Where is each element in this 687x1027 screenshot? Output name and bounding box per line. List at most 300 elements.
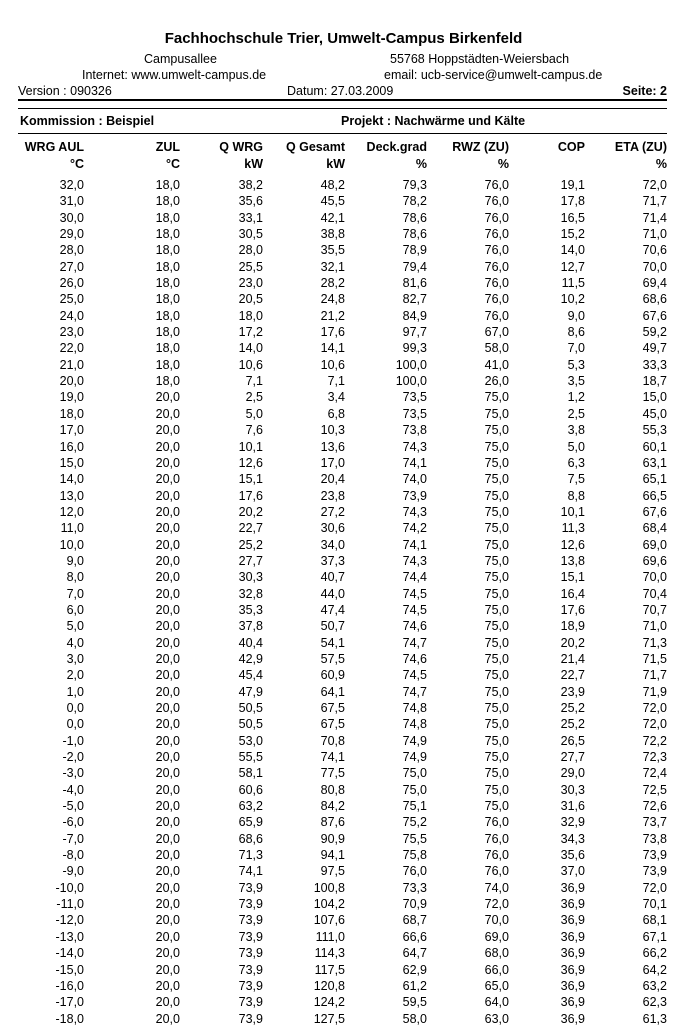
table-row (18, 275, 667, 291)
table-row (18, 847, 667, 863)
table-cell: 67,6 (642, 504, 667, 519)
table-cell: 87,6 (320, 815, 345, 830)
table-cell: 20,2 (238, 504, 263, 519)
table-cell: 72,0 (642, 701, 667, 715)
table-cell: 76,0 (484, 848, 509, 863)
table-cell: 60,6 (238, 782, 263, 797)
table-row (18, 863, 667, 879)
table-cell: -18,0 (55, 1011, 84, 1026)
table-row (18, 978, 667, 994)
table-cell: 72,0 (642, 178, 667, 192)
street-address: Campusallee (144, 52, 217, 66)
table-cell: 20,0 (155, 635, 180, 650)
column-unit: kW (326, 157, 345, 171)
table-cell: 29,0 (59, 227, 84, 242)
table-cell: 14,0 (59, 472, 84, 487)
table-cell: 78,2 (402, 194, 427, 209)
table-cell: 60,1 (642, 439, 667, 454)
table-cell: 72,2 (642, 733, 667, 748)
table-cell: 41,0 (484, 357, 509, 372)
table-row (18, 242, 667, 258)
table-cell: 10,1 (560, 504, 585, 519)
column-header: WRG AUL (24, 140, 84, 154)
table-cell: 74,3 (402, 553, 427, 568)
table-cell: 73,3 (402, 880, 427, 895)
table-cell: 72,0 (484, 897, 509, 912)
table-cell: 21,2 (320, 308, 345, 323)
table-cell: 30,5 (238, 227, 263, 242)
table-cell: 73,9 (238, 962, 263, 977)
table-cell: 18,0 (155, 194, 180, 209)
table-cell: 20,0 (155, 897, 180, 912)
table-cell: 124,2 (313, 995, 345, 1010)
table-cell: 18,0 (155, 341, 180, 356)
table-row (18, 210, 667, 226)
table-cell: 69,0 (642, 537, 667, 552)
table-cell: 20,0 (155, 586, 180, 601)
table-row (18, 880, 667, 896)
table-cell: 75,0 (484, 423, 509, 438)
table-cell: 16,4 (560, 586, 585, 601)
table-cell: 24,0 (59, 308, 84, 323)
table-cell: 71,9 (642, 684, 667, 699)
table-row (18, 994, 667, 1010)
table-cell: 44,0 (320, 586, 345, 601)
table-cell: 71,7 (642, 194, 667, 209)
table-cell: 17,0 (59, 423, 84, 438)
table-cell: 63,2 (238, 799, 263, 814)
city-address: 55768 Hoppstädten-Weiersbach (390, 52, 570, 66)
table-cell: 74,1 (238, 864, 263, 879)
table-cell: 36,9 (560, 995, 585, 1010)
table-cell: 50,5 (238, 701, 263, 715)
table-cell: -2,0 (62, 750, 84, 765)
table-cell: 70,1 (642, 897, 667, 912)
table-cell: 65,9 (238, 815, 263, 830)
table-cell: 25,5 (238, 259, 263, 274)
table-cell: 42,9 (238, 651, 263, 666)
table-row (18, 782, 667, 798)
table-cell: 67,6 (642, 308, 667, 323)
table-cell: 74,4 (402, 570, 427, 585)
table-cell: 73,9 (238, 995, 263, 1010)
table-cell: 10,6 (320, 357, 345, 372)
table-row (18, 422, 667, 438)
table-cell: 57,5 (320, 651, 345, 666)
table-row (18, 896, 667, 912)
table-cell: 100,8 (313, 880, 345, 895)
table-cell: 75,0 (484, 439, 509, 454)
table-cell: 48,2 (320, 178, 345, 192)
table-cell: 3,4 (327, 390, 345, 405)
table-cell: -3,0 (62, 766, 84, 781)
table-cell: 59,5 (402, 995, 427, 1010)
meta-top-divider (18, 108, 667, 109)
table-cell: 75,0 (484, 586, 509, 601)
table-cell: 47,4 (320, 602, 345, 617)
table-cell: 72,6 (642, 799, 667, 814)
table-cell: 74,0 (402, 472, 427, 487)
table-row (18, 455, 667, 471)
table-row (18, 749, 667, 765)
table-cell: 74,0 (484, 880, 509, 895)
table-row (18, 1011, 667, 1027)
table-cell: 76,0 (484, 259, 509, 274)
table-cell: 17,2 (238, 325, 263, 340)
table-cell: 32,8 (238, 586, 263, 601)
table-cell: 16,0 (59, 439, 84, 454)
table-cell: 21,0 (59, 357, 84, 372)
table-cell: -5,0 (62, 799, 84, 814)
table-cell: 75,0 (484, 651, 509, 666)
table-row (18, 667, 667, 683)
project-label: Projekt : Nachwärme und Kälte (341, 114, 526, 128)
table-cell: 30,0 (59, 210, 84, 225)
table-cell: 8,8 (567, 488, 585, 503)
table-cell: -13,0 (55, 929, 84, 944)
table-cell: 28,0 (238, 243, 263, 258)
table-cell: 25,2 (560, 701, 585, 715)
table-cell: 34,3 (560, 831, 585, 846)
table-cell: -11,0 (56, 897, 84, 912)
column-header: Q Gesamt (285, 140, 345, 154)
table-cell: 73,9 (642, 848, 667, 863)
table-cell: 28,2 (320, 276, 345, 291)
table-cell: 76,0 (484, 292, 509, 307)
table-cell: 73,9 (238, 978, 263, 993)
table-cell: -7,0 (62, 831, 84, 846)
table-row (18, 798, 667, 814)
table-cell: 12,7 (560, 259, 585, 274)
table-cell: 70,0 (642, 570, 667, 585)
table-cell: 21,4 (560, 651, 585, 666)
table-cell: 66,0 (484, 962, 509, 977)
table-cell: 71,4 (642, 210, 667, 225)
table-cell: 20,0 (155, 701, 180, 715)
table-cell: 72,0 (642, 717, 667, 732)
table-cell: 18,0 (155, 259, 180, 274)
table-cell: 75,0 (484, 602, 509, 617)
table-cell: 75,8 (402, 848, 427, 863)
table-cell: 73,5 (402, 390, 427, 405)
website-text: Internet: www.umwelt-campus.de (82, 68, 267, 82)
table-cell: 68,6 (642, 292, 667, 307)
table-cell: 17,6 (320, 325, 345, 340)
table-cell: 62,9 (402, 962, 427, 977)
table-cell: 36,9 (560, 946, 585, 961)
table-cell: 76,0 (484, 178, 509, 192)
table-row (18, 618, 667, 634)
table-cell: 17,6 (560, 602, 585, 617)
table-cell: 111,0 (315, 929, 345, 944)
table-cell: 70,6 (642, 243, 667, 258)
table-cell: -12,0 (55, 913, 84, 928)
table-cell: 32,0 (59, 178, 84, 192)
table-cell: 74,5 (402, 668, 427, 683)
table-cell: 1,2 (567, 390, 585, 405)
column-unit: % (497, 157, 509, 171)
table-cell: 10,1 (238, 439, 263, 454)
table-cell: 58,1 (238, 766, 263, 781)
table-cell: 42,1 (320, 210, 345, 225)
table-cell: 15,1 (560, 570, 585, 585)
table-cell: 75,0 (484, 455, 509, 470)
table-cell: 127,5 (313, 1011, 345, 1026)
column-unit: °C (69, 157, 84, 171)
table-cell: 27,0 (59, 259, 84, 274)
table-cell: 75,0 (484, 750, 509, 765)
table-cell: 26,0 (59, 276, 84, 291)
table-cell: 73,9 (402, 488, 427, 503)
table-cell: 73,8 (642, 831, 667, 846)
table-cell: 22,7 (560, 668, 585, 683)
table-row (18, 733, 667, 749)
table-row (18, 537, 667, 553)
table-cell: 0,0 (66, 701, 84, 715)
table-cell: 11,5 (561, 276, 585, 291)
table-cell: 20,0 (59, 374, 84, 389)
table-cell: 36,9 (560, 913, 585, 928)
table-row (18, 439, 667, 455)
table-row (18, 504, 667, 520)
table-cell: 18,0 (238, 308, 263, 323)
table-cell: 40,4 (238, 635, 263, 650)
table-cell: 64,1 (320, 684, 345, 699)
table-cell: 66,5 (642, 488, 667, 503)
table-row (18, 700, 667, 716)
column-unit: kW (244, 157, 263, 171)
table-cell: 73,9 (238, 1011, 263, 1026)
table-cell: 20,0 (155, 782, 180, 797)
table-cell: 74,6 (402, 619, 427, 634)
table-body (18, 177, 667, 1027)
table-cell: 2,5 (567, 406, 585, 421)
table-cell: 38,2 (238, 178, 263, 192)
table-cell: 20,0 (155, 750, 180, 765)
table-cell: 72,4 (642, 766, 667, 781)
table-cell: 65,1 (642, 472, 667, 487)
table-cell: 20,0 (155, 733, 180, 748)
table-cell: 7,0 (66, 586, 84, 601)
table-row (18, 602, 667, 618)
table-row (18, 291, 667, 307)
table-cell: 75,0 (484, 717, 509, 732)
table-cell: 45,0 (642, 406, 667, 421)
table-cell: 74,1 (402, 537, 427, 552)
table-cell: 76,0 (484, 243, 509, 258)
table-cell: 55,5 (238, 750, 263, 765)
table-cell: 12,6 (238, 455, 263, 470)
table-cell: 73,7 (642, 815, 667, 830)
table-cell: 33,1 (238, 210, 263, 225)
table-cell: 63,0 (484, 1011, 509, 1026)
table-cell: 75,1 (402, 799, 427, 814)
table-cell: 74,9 (402, 750, 427, 765)
table-cell: 75,0 (484, 799, 509, 814)
table-cell: 76,0 (484, 194, 509, 209)
table-cell: 65,0 (484, 978, 509, 993)
table-cell: 73,9 (238, 929, 263, 944)
table-cell: 19,1 (560, 178, 585, 192)
table-cell: 50,7 (320, 619, 345, 634)
table-cell: 75,0 (484, 619, 509, 634)
column-unit: °C (165, 157, 180, 171)
date-text: Datum: 27.03.2009 (287, 84, 394, 98)
table-cell: 67,1 (642, 929, 667, 944)
table-cell: 20,2 (560, 635, 585, 650)
table-cell: 117,5 (314, 962, 345, 977)
table-cell: 14,0 (560, 243, 585, 258)
table-cell: 20,0 (155, 406, 180, 421)
table-cell: 20,0 (155, 864, 180, 879)
data-table (18, 177, 667, 1027)
table-cell: 23,0 (238, 276, 263, 291)
table-cell: 15,0 (59, 455, 84, 470)
table-cell: 18,0 (155, 210, 180, 225)
table-cell: 63,1 (642, 455, 667, 470)
table-cell: 49,7 (642, 341, 667, 356)
table-cell: 50,5 (238, 717, 263, 732)
table-row (18, 684, 667, 700)
table-cell: 70,4 (642, 586, 667, 601)
table-cell: 24,8 (320, 292, 345, 307)
table-cell: 75,0 (484, 553, 509, 568)
table-cell: 68,7 (402, 913, 427, 928)
table-cell: 75,0 (484, 635, 509, 650)
table-cell: 10,6 (238, 357, 263, 372)
table-cell: 120,8 (313, 978, 345, 993)
table-cell: 70,0 (642, 259, 667, 274)
table-cell: 71,3 (238, 848, 263, 863)
table-row (18, 226, 667, 242)
table-cell: 10,3 (320, 423, 345, 438)
table-cell: -10,0 (55, 880, 84, 895)
table-cell: 3,0 (66, 651, 84, 666)
table-cell: 17,8 (560, 194, 585, 209)
table-cell: 15,2 (560, 227, 585, 242)
table-cell: -8,0 (62, 848, 84, 863)
table-cell: 20,0 (155, 799, 180, 814)
table-cell: 20,0 (155, 472, 180, 487)
table-cell: 79,3 (402, 178, 427, 192)
table-cell: 0,0 (66, 717, 84, 732)
table-cell: 20,0 (155, 651, 180, 666)
table-cell: 11,3 (561, 521, 585, 536)
table-cell: 68,6 (238, 831, 263, 846)
table-cell: 11,0 (60, 521, 84, 536)
table-cell: 9,0 (567, 308, 585, 323)
table-cell: 73,9 (238, 946, 263, 961)
table-row (18, 471, 667, 487)
table-cell: 20,0 (155, 423, 180, 438)
table-cell: 76,0 (484, 227, 509, 242)
table-cell: 71,0 (642, 619, 667, 634)
table-cell: 75,0 (484, 488, 509, 503)
table-cell: 25,2 (238, 537, 263, 552)
table-cell: 20,0 (155, 978, 180, 993)
table-cell: 97,5 (320, 864, 345, 879)
table-cell: 75,2 (402, 815, 427, 830)
table-cell: 73,9 (238, 913, 263, 928)
table-cell: 12,0 (59, 504, 84, 519)
table-cell: 74,8 (402, 717, 427, 732)
table-cell: 76,0 (484, 831, 509, 846)
table-cell: 75,0 (484, 406, 509, 421)
table-cell: 73,9 (238, 880, 263, 895)
table-cell: 68,0 (484, 946, 509, 961)
table-cell: 18,0 (155, 374, 180, 389)
table-cell: 72,3 (642, 750, 667, 765)
table-cell: 36,9 (560, 880, 585, 895)
table-cell: 15,0 (642, 390, 667, 405)
table-cell: -15,0 (55, 962, 84, 977)
table-cell: 20,0 (155, 995, 180, 1010)
table-cell: 5,0 (66, 619, 84, 634)
table-cell: 54,1 (320, 635, 345, 650)
table-cell: 74,1 (402, 455, 427, 470)
table-cell: 16,5 (560, 210, 585, 225)
table-cell: 75,0 (484, 570, 509, 585)
table-cell: 75,0 (484, 782, 509, 797)
table-cell: 30,6 (320, 521, 345, 536)
table-cell: 30,3 (238, 570, 263, 585)
table-cell: 100,0 (395, 357, 427, 372)
table-cell: 75,0 (484, 537, 509, 552)
table-cell: 69,0 (484, 929, 509, 944)
table-cell: 20,0 (155, 602, 180, 617)
table-cell: 74,3 (402, 504, 427, 519)
table-cell: -1,0 (62, 733, 84, 748)
table-cell: 20,0 (155, 946, 180, 961)
table-row (18, 520, 667, 536)
table-cell: 18,0 (155, 325, 180, 340)
table-cell: 78,9 (402, 243, 427, 258)
table-cell: 68,4 (642, 521, 667, 536)
table-cell: 32,1 (320, 259, 345, 274)
table-cell: 75,0 (484, 390, 509, 405)
table-cell: 27,7 (238, 553, 263, 568)
table-cell: 75,0 (402, 766, 427, 781)
table-cell: 104,2 (313, 897, 345, 912)
table-row (18, 945, 667, 961)
table-cell: -9,0 (62, 864, 84, 879)
table-cell: 20,0 (155, 880, 180, 895)
table-cell: 6,8 (327, 406, 345, 421)
table-cell: 67,5 (320, 717, 345, 732)
table-cell: 18,0 (155, 243, 180, 258)
email-text: email: ucb-service@umwelt-campus.de (384, 68, 603, 82)
table-cell: 20,0 (155, 766, 180, 781)
table-cell: 53,0 (238, 733, 263, 748)
table-cell: 23,0 (59, 325, 84, 340)
table-cell: 7,1 (245, 374, 263, 389)
table-cell: 13,8 (560, 553, 585, 568)
table-cell: 19,0 (59, 390, 84, 405)
table-cell: 20,0 (155, 488, 180, 503)
table-row (18, 912, 667, 928)
table-cell: 78,6 (402, 210, 427, 225)
table-cell: 75,0 (484, 521, 509, 536)
table-cell: 25,2 (560, 717, 585, 732)
table-cell: 10,0 (59, 537, 84, 552)
table-cell: 76,0 (402, 864, 427, 879)
table-row (18, 177, 667, 193)
table-cell: 14,1 (320, 341, 345, 356)
table-cell: 5,3 (567, 357, 585, 372)
table-cell: 33,3 (642, 357, 667, 372)
table-cell: 66,6 (402, 929, 427, 944)
table-cell: 20,0 (155, 455, 180, 470)
